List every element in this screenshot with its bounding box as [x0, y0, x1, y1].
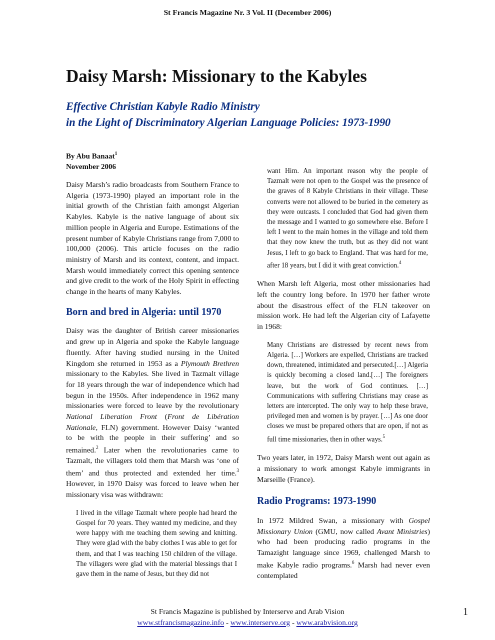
left-column: [66, 180, 239, 580]
author: By Abu Banaat: [66, 151, 115, 161]
byline: [66, 150, 117, 172]
running-header: St Francis Magazine Nr. 3 Vol. II (December 2006): [163, 8, 332, 17]
section-heading-born: Born and bred in Algeria: until 1970: [66, 306, 222, 318]
block-quote-father: Many Christians are distressed by recent news from Algeria. […] Workers are expelled, Christians are tracked down, threatened, intimidated and persecuted.[…] Algeria is quickly becoming a closed land.[…] The foreigners leave, but the work of God continues. […] Communications with suffering Christians may cease as letters are intercepted. The only way to help these brave, privileged men and women is by prayer. […] As one door closes we must be prepared others that are open, if not as full time missionaries, then in other ways.$^5$: [267, 341, 428, 443]
block-quote-marsh-continued: want Him. An important reason why the people of Tazmalt were not open to the Gospel was the presence of the graves of 8 Kabyle Christians in their village. These converts were not allowed to be buried in the cemetery as they were outcasts. I concluded that God had given them the message and I wanted to go somewhere else. Before I left I went to the main homes in the village and told them that they now knew the truth, but as they did not want Jesus, I left to go back to England. That was hard for me, after 18 years, but I did it with great conviction.$^4$: [267, 168, 428, 270]
intro-paragraph: Daisy Marsh’s radio broadcasts from Southern France to Algeria (1973-1990) played an important role in the initial growth of the Christian faith amongst Algerian Kabyles. Kabyle is the native language of about six million people in Algeria and Europe. Estimations of the present number of Kabyle Christians range from 7,000 to 100,000 (2006). This article focuses on the radio ministry of Marsh and its context, content, and impact. Marsh would immediately correct this opening sentence and give credit to the work of the Holy Spirit in effecting change in the hearts of many Kabyles.: [66, 180, 239, 297]
paragraph-born-bred: Daisy was the daughter of British career missionaries and grew up in Algeria and spoke the Kabyle language fluently. After having studied nursing in the United Kingdom she returned in 1953 as a Plymouth Brethren missionary to the Kabyles. She lived in Tazmalt village for 18 years through the war of independence which had begun in the 1950s. After independence in 1962 many missionaries were forced to leave by the revolutionary National Liberation Front (Front de Libération Nationale, FLN) government. However Daisy ‘wanted to be with the people in their suffering’ and so remained.$^2$ Later when the revolutionaries came to Tazmalt, the villagers told them that Marsh was ‘one of them’ and thus protected and extended her time.$^3$ However, in 1970 Daisy was forced to leave when her missionary visa was withdrawn:: [66, 326, 240, 500]
section-heading-radio: Radio Programs: 1973-1990: [257, 496, 377, 508]
block-quote-marsh: I lived in the village Tazmalt where people had heard the Gospel for 70 years. They wanted my medicine, and they were happy with me teaching them sewing and knitting. They were glad with the baby clothes I was able to get for them, and that I was teaching 150 children of the village. The villagers were glad with the material blessings that I gave them in the name of Jesus, but they did not: [76, 509, 237, 578]
subtitle-line-1: Effective Christian Kabyle Radio Ministry: [66, 101, 260, 113]
paragraph-left-algeria: When Marsh left Algeria, most other missionaries had left the country long before. In 1970 her father wrote about the disastrous effect of the FLN takeover on mission work. He had left the Algerian city of Lafayette in 1968:: [257, 279, 430, 332]
link-stfrancismagazine[interactable]: www.stfrancismagazine.info: [137, 618, 225, 627]
footnote-ref: 1: [114, 152, 118, 157]
paragraph-radio: In 1972 Mildred Swan, a missionary with Gospel Missionary Union (GMU, now called Avant Ministries) who had been producing radio programs in the Tamazight language since 1969, challenged Marsh to make Kabyle radio programs.$^6$ Marsh had never even contemplated: [257, 515, 431, 581]
footnote-ref: 3: [236, 469, 239, 475]
footnote-ref: 2: [95, 446, 99, 452]
article-title: Daisy Marsh: Missionary to the Kabyles: [66, 66, 367, 86]
footnote-ref: 5: [382, 434, 385, 440]
publisher-line: St Francis Magazine is published by Interserve and Arab Vision: [150, 607, 345, 616]
paragraph-marseille: Two years later, in 1972, Daisy Marsh went out again as a missionary to work amongst Kabyle immigrants in Marseille (France).: [257, 453, 430, 484]
page-number: 1: [463, 607, 468, 618]
subtitle-line-2: in the Light of Discriminatory Algerian Language Policies: 1973-1990: [66, 117, 391, 129]
link-arabvision[interactable]: www.arabvision.org: [296, 618, 358, 627]
footnote-ref: 6: [351, 560, 355, 566]
publication-date: November 2006: [66, 161, 117, 171]
article-subtitle: [66, 99, 446, 131]
page-footer: St Francis Magazine is published by Interserve and Arab Vision www.stfrancismagazine.info - www.interserve.org - www.arabvision.org: [0, 606, 495, 628]
right-column: [257, 167, 430, 582]
footnote-ref: 4: [398, 260, 402, 266]
link-interserve[interactable]: www.interserve.org: [230, 618, 291, 627]
